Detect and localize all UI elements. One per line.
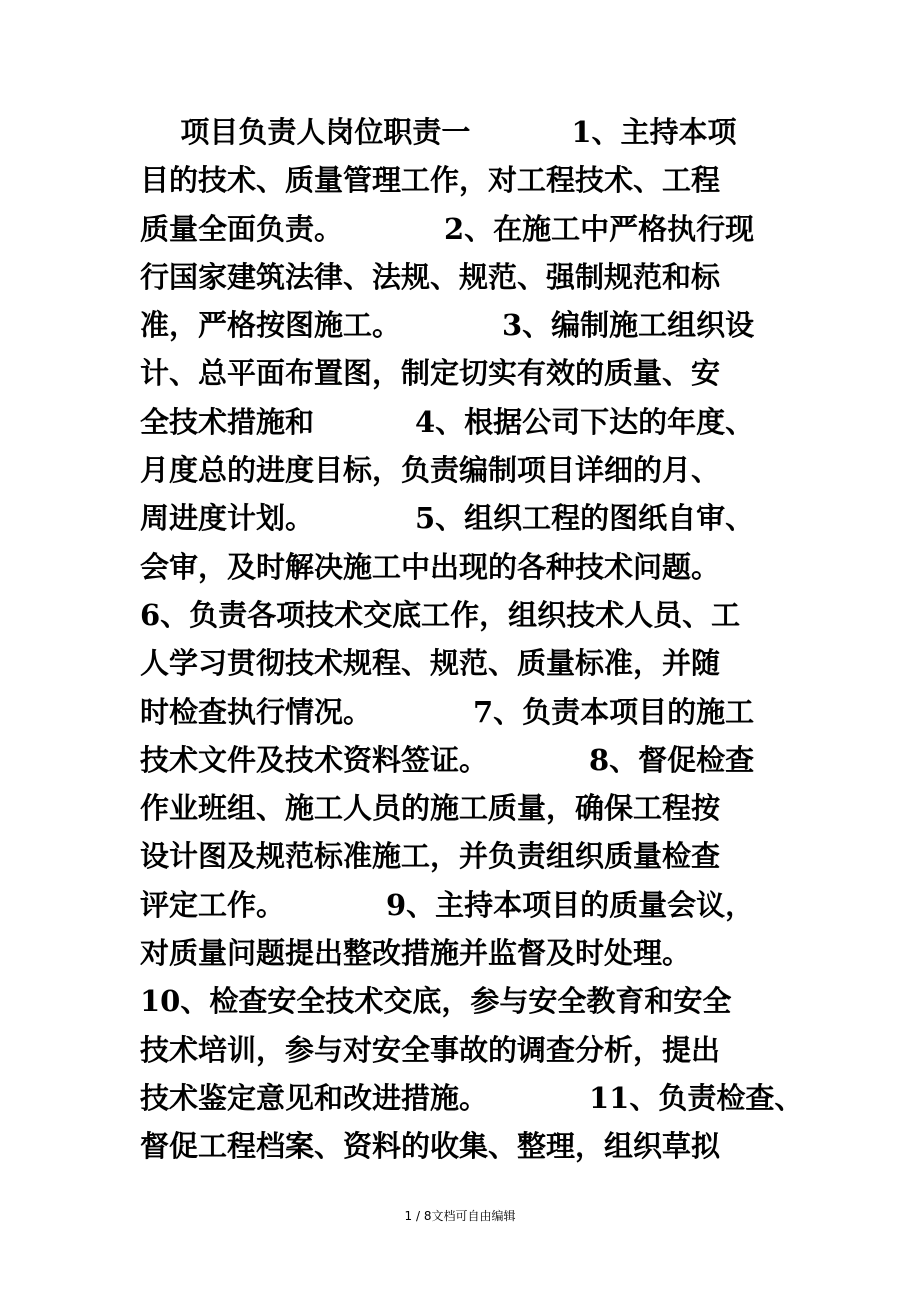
text-line: 会审，及时解决施工中出现的各种技术问题。: [140, 549, 721, 584]
text-line: 10、检查安全技术交底，参与安全教育和安全: [140, 984, 732, 1019]
text-line: 项目负责人岗位职责一 1、主持本项: [140, 115, 737, 149]
text-line: 目的技术、质量管理工作，对工程技术、工程: [140, 163, 721, 198]
text-line: 技术培训，参与对安全事故的调查分析，提出: [140, 1032, 721, 1067]
text-line: 时检查执行情况。 7、负责本项目的施工: [140, 694, 755, 729]
text-line: 设计图及规范标准施工，并负责组织质量检查: [140, 839, 721, 874]
text-line: 技术文件及技术资料签证。 8、督促检查: [140, 742, 755, 777]
text-line: 全技术措施和 4、根据公司下达的年度、: [140, 404, 755, 439]
text-line: 月度总的进度目标，负责编制项目详细的月、: [140, 453, 721, 488]
text-line: 评定工作。 9、主持本项目的质量会议，: [140, 887, 755, 922]
text-line: 督促工程档案、资料的收集、整理，组织草拟: [140, 1129, 721, 1164]
text-line: 6、负责各项技术交底工作，组织技术人员、工: [140, 597, 741, 632]
page-footer: 1 / 8文档可自由编辑: [404, 1209, 516, 1223]
text-line: 人学习贯彻技术规程、规范、质量标准，并随: [140, 646, 721, 681]
text-line: 周进度计划。 5、组织工程的图纸自审、: [140, 501, 755, 536]
text-line: 准，严格按图施工。 3、编制施工组织设: [140, 308, 755, 343]
text-line: 作业班组、施工人员的施工质量，确保工程按: [140, 791, 721, 826]
text-line: 对质量问题提出整改措施并监督及时处理。: [140, 936, 692, 971]
text-line: 质量全面负责。 2、在施工中严格执行现: [140, 211, 755, 246]
text-line: 计、总平面布置图，制定切实有效的质量、安: [140, 356, 721, 391]
text-line: 行国家建筑法律、法规、规范、强制规范和标: [140, 259, 721, 294]
text-line: 技术鉴定意见和改进措施。 11、负责检查、: [140, 1080, 804, 1115]
body-text: [140, 108, 804, 1171]
